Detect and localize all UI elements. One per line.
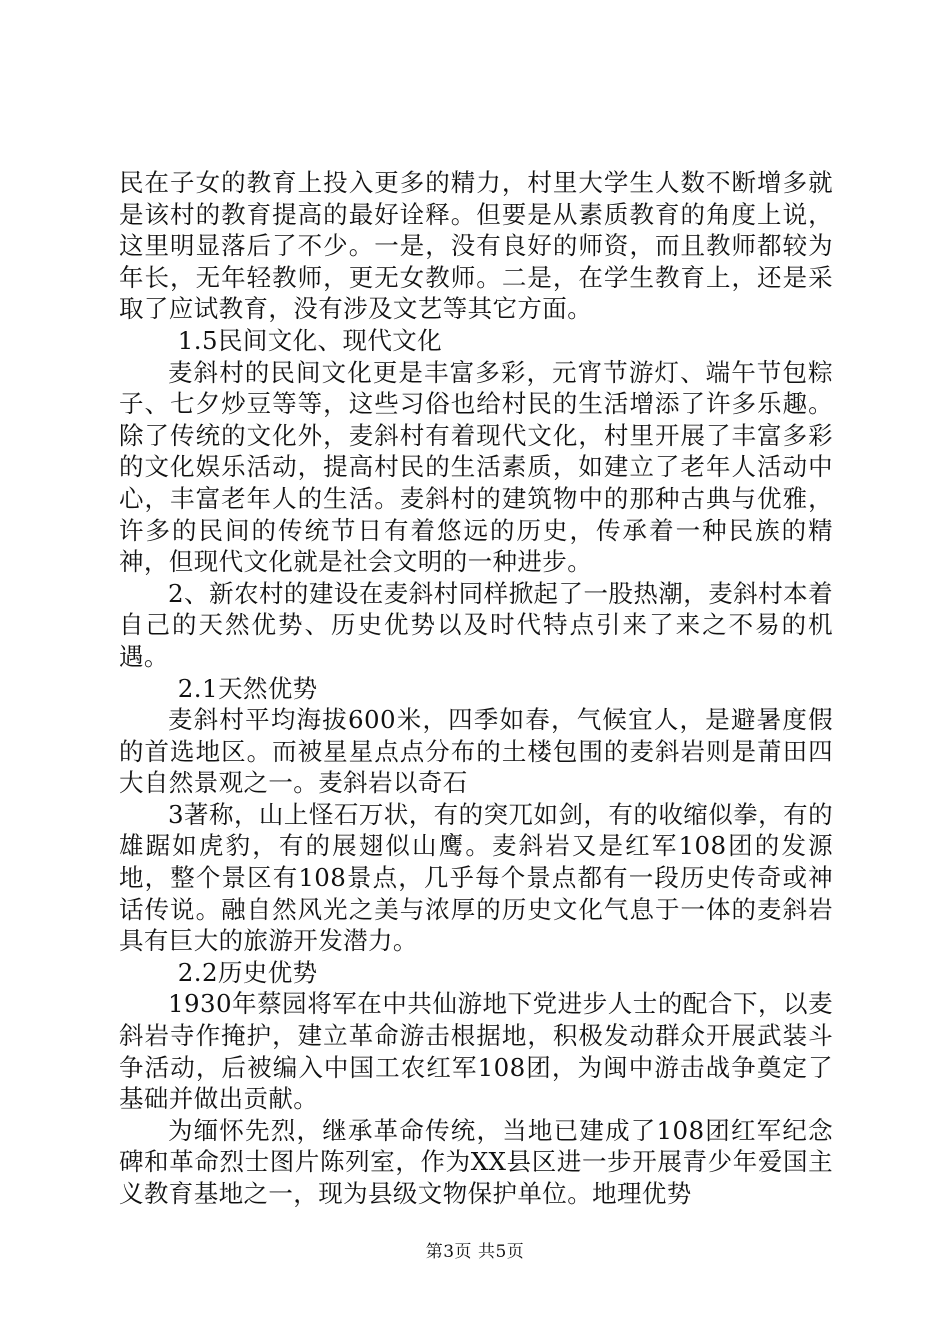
section-heading-2-2: 2.2历史优势 bbox=[177, 957, 318, 987]
section-heading-1-5: 1.5民间文化、现代文化 bbox=[177, 325, 443, 355]
paragraph-memorial: 为缅怀先烈，继承革命传统，当地已建成了108团红军纪念碑和革命烈士图片陈列室，作为XX县区进一步开展青少年爱国主义教育基地之一，现为县级文物保护单位。地理优势 bbox=[119, 1115, 833, 1208]
paragraph-new-countryside: 2、新农村的建设在麦斜村同样掀起了一股热潮，麦斜村本着自己的天然优势、历史优势以及时代特点引来了来之不易的机遇。 bbox=[119, 578, 833, 671]
paragraph-history-1930: 1930年蔡园将军在中共仙游地下党进步人士的配合下，以麦斜岩寺作掩护，建立革命游击根据地，积极发动群众开展武装斗争活动，后被编入中国工农红军108团，为闽中游击战争奠定了基础并做出贡献。 bbox=[119, 989, 833, 1114]
paragraph-maixie-rock: 3著称，山上怪石万状，有的突兀如剑，有的收缩似拳，有的雄踞如虎豹，有的展翅似山鹰。麦斜岩又是红军108团的发源地，整个景区有108景点，几乎每个景点都有一段历史传奇或神话传说。融自然风光之美与浓厚的历史文化气息于一体的麦斜岩具有巨大的旅游开发潜力。 bbox=[119, 799, 833, 956]
paragraph-folk-culture: 麦斜村的民间文化更是丰富多彩，元宵节游灯、端午节包粽子、七夕炒豆等等，这些习俗也给村民的生活增添了许多乐趣。除了传统的文化外，麦斜村有着现代文化，村里开展了丰富多彩的文化娱乐活动，提高村民的生活素质，如建立了老年人活动中心，丰富老年人的生活。麦斜村的建筑物中的那种古典与优雅，许多的民间的传统节日有着悠远的历史，传承着一种民族的精神，但现代文化就是社会文明的一种进步。 bbox=[119, 357, 833, 577]
paragraph-education: 民在子女的教育上投入更多的精力，村里大学生人数不断增多就是该村的教育提高的最好诠释。但要是从素质教育的角度上说，这里明显落后了不少。一是，没有良好的师资，而且教师都较为年长，无年轻教师，更无女教师。二是，在学生教育上，还是采取了应试教育，没有涉及文艺等其它方面。 bbox=[119, 168, 833, 324]
page-number-footer: 第3页 共5页 bbox=[425, 1242, 525, 1262]
paragraph-natural-advantage: 麦斜村平均海拔600米，四季如春，气候宜人，是避暑度假的首选地区。而被星星点点分布的土楼包围的麦斜岩则是莆田四大自然景观之一。麦斜岩以奇石 bbox=[119, 705, 833, 798]
section-heading-2-1: 2.1天然优势 bbox=[177, 673, 318, 703]
document-body bbox=[119, 167, 833, 1210]
